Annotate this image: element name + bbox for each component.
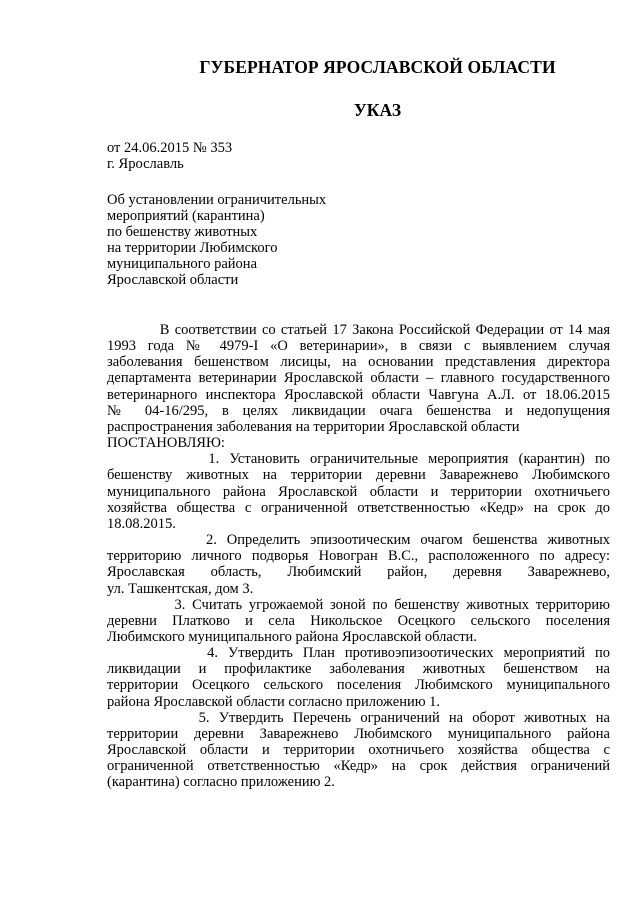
body-line: распространения заболевания на территории Ярославской области [107,418,520,435]
body-line: ограниченной ответственностью «Кедр» на срок действия ограничений [107,758,610,775]
body-line: ветеринарного инспектора Ярославской области Чавгуна А.Л. от 18.06.2015 [107,386,610,403]
body-line: заболевания бешенством лисицы, на основании представления директора [107,354,610,371]
subject-line: по бешенству животных [107,224,258,240]
body-line: ликвидации и профилактике заболевания животных бешенством на [107,661,610,678]
subject-line: Об установлении ограничительных [107,192,327,208]
body-line: района Ярославской области согласно приложению 1. [107,693,441,710]
body-line: (карантина) согласно приложению 2. [107,774,335,791]
body-line: 4. Утвердить План противоэпизоотических мероприятий по [107,645,610,662]
body-line: Ярославская область, Любимский район, деревня Заварежнево, [107,564,610,581]
body-line: 1. Установить ограничительные мероприятия (карантин) по [107,451,610,468]
body-line: хозяйства общества с ограниченной ответственностью «Кедр» на срок до [107,499,610,516]
body-line: Ярославской области и территории охотничьего хозяйства общества с [107,742,610,759]
decree-title: УКАЗ [353,100,402,120]
body-line: территории деревни Заварежнево Любимского муниципального района [107,725,610,742]
body-line: Любимского муниципального района Ярославской области. [107,628,477,645]
governor-title: ГУБЕРНАТОР ЯРОСЛАВСКОЙ ОБЛАСТИ [199,57,556,77]
subject-line: на территории Любимского [107,240,278,256]
body-line: 5. Утвердить Перечень ограничений на оборот животных на [107,709,610,726]
body-line: 1993 года № 4979-I «О ветеринарии», в связи с выявлением случая [107,338,610,355]
decree-city: г. Ярославль [107,156,184,172]
item-1-paragraph [107,451,610,532]
body-line: муниципального района Ярославской области и территории охотничьего [107,483,610,500]
subject-line: муниципального района [107,256,257,272]
body-line: 3. Считать угрожаемой зоной по бешенству животных территорию [107,596,610,613]
item-2-paragraph [107,532,610,597]
subject-line: Ярославской области [107,272,239,288]
body-line: ул. Ташкентская, дом 3. [107,580,254,597]
decree-subject [107,192,326,288]
body-line: № 04-16/295, в целях ликвидации очага бешенства и недопущения [107,402,610,419]
body-line: 18.08.2015. [107,515,176,532]
body-line: территории Осецкого сельского поселения Любимского муниципального [107,677,610,694]
body-line: бешенству животных на территории деревни Заварежнево Любимского [107,467,610,484]
item-4-paragraph [107,645,610,710]
subject-line: мероприятий (карантина) [107,208,265,224]
body-line: деревни Платково и села Никольское Осецкого сельского поселения [107,612,610,629]
resolve-word: ПОСТАНОВЛЯЮ: [107,435,225,452]
decree-meta [107,140,232,172]
item-5-paragraph [107,710,610,791]
item-3-paragraph [107,597,610,645]
body-line: территорию личного подворья Новогран В.С., расположенного по адресу: [107,548,610,565]
body-line: департамента ветеринарии Ярославской области – главного государственного [107,370,610,387]
resolve-line [107,435,610,451]
body-line: В соответствии со статьей 17 Закона Российской Федерации от 14 мая [107,322,610,338]
body-line: 2. Определить эпизоотическим очагом бешенства животных [107,532,610,549]
decree-body [107,322,610,791]
preamble-paragraph [107,322,610,435]
decree-date-number: от 24.06.2015 № 353 [107,140,233,156]
